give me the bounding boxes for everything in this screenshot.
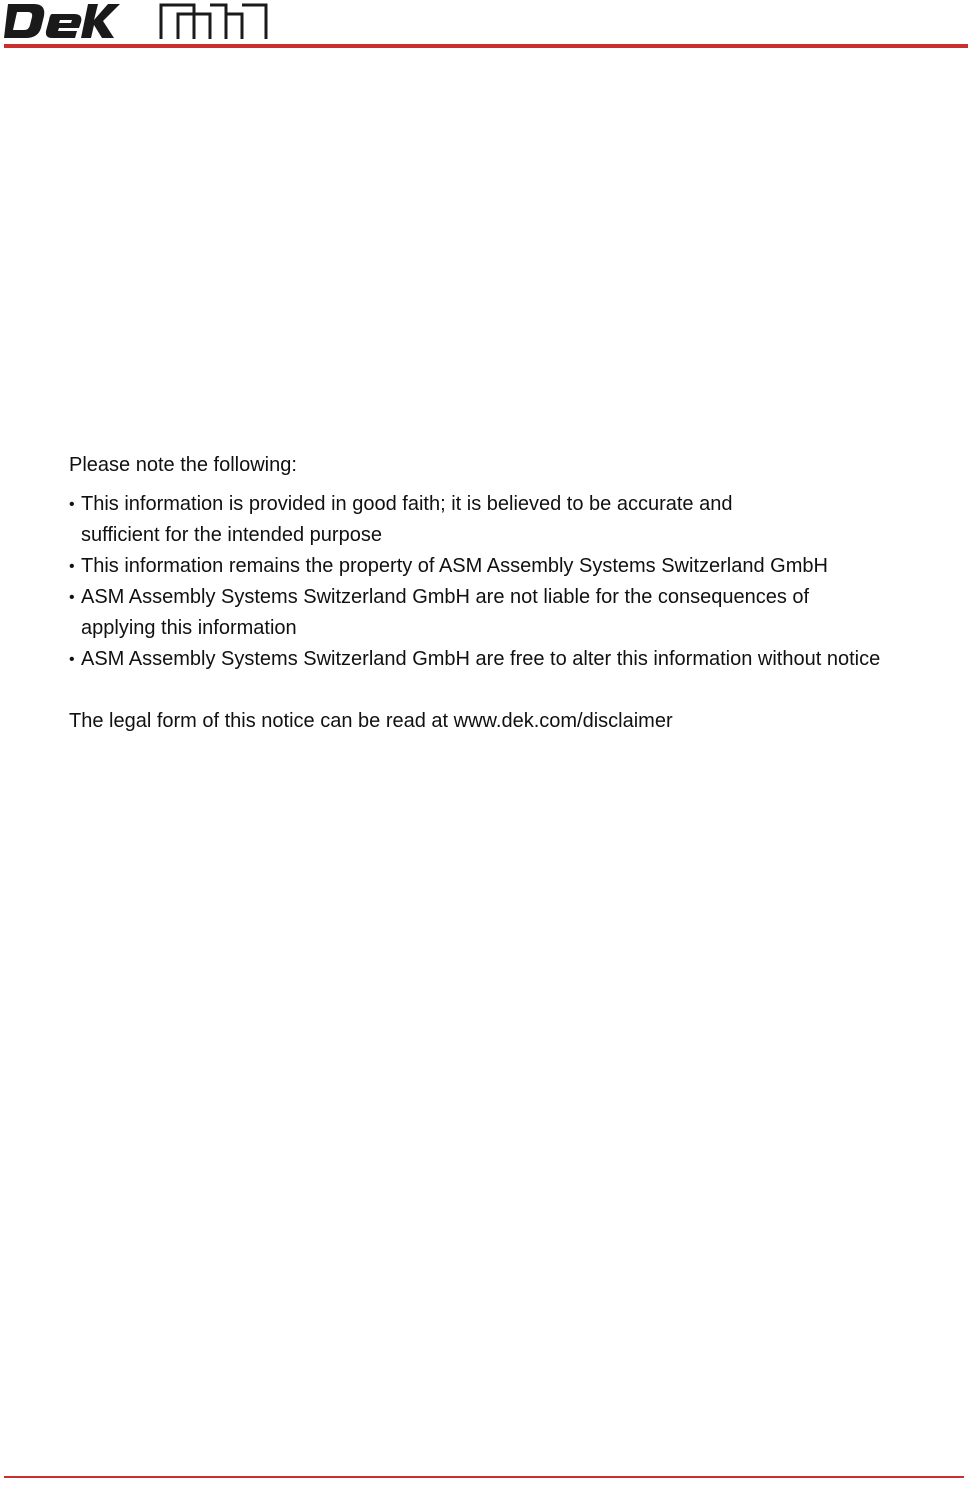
dek-logo bbox=[4, 0, 122, 42]
bullet-icon: • bbox=[69, 589, 75, 606]
legal-notice: The legal form of this notice can be read at www.dek.com/disclaimer bbox=[69, 710, 673, 732]
bullet-icon: • bbox=[69, 496, 75, 513]
list-item bbox=[69, 644, 949, 675]
list-item bbox=[69, 551, 949, 582]
list-item-text: ASM Assembly Systems Switzerland GmbH are free to alter this information without notice bbox=[81, 648, 881, 670]
list-item bbox=[69, 582, 871, 644]
notice-list bbox=[69, 489, 949, 675]
asm-logo-text: ASM bbox=[158, 2, 161, 3]
list-item bbox=[69, 489, 781, 551]
list-item-text: This information remains the property of ASM Assembly Systems Switzerland GmbH bbox=[81, 555, 828, 577]
disclaimer-notice bbox=[69, 450, 949, 737]
page-header bbox=[0, 0, 980, 52]
list-item-text: ASM Assembly Systems Switzerland GmbH are not liable for the consequences of applying this information bbox=[81, 586, 810, 639]
bullet-icon: • bbox=[69, 558, 75, 575]
dek-logo-text: DEK bbox=[4, 0, 7, 1]
footer-rule bbox=[4, 1476, 964, 1478]
bullet-icon: • bbox=[69, 651, 75, 668]
notice-heading: Please note the following: bbox=[69, 454, 297, 476]
asm-logo bbox=[158, 2, 270, 40]
list-item-text: This information is provided in good faith; it is believed to be accurate and sufficient for the intended purpose bbox=[81, 493, 733, 546]
header-rule bbox=[4, 44, 968, 48]
